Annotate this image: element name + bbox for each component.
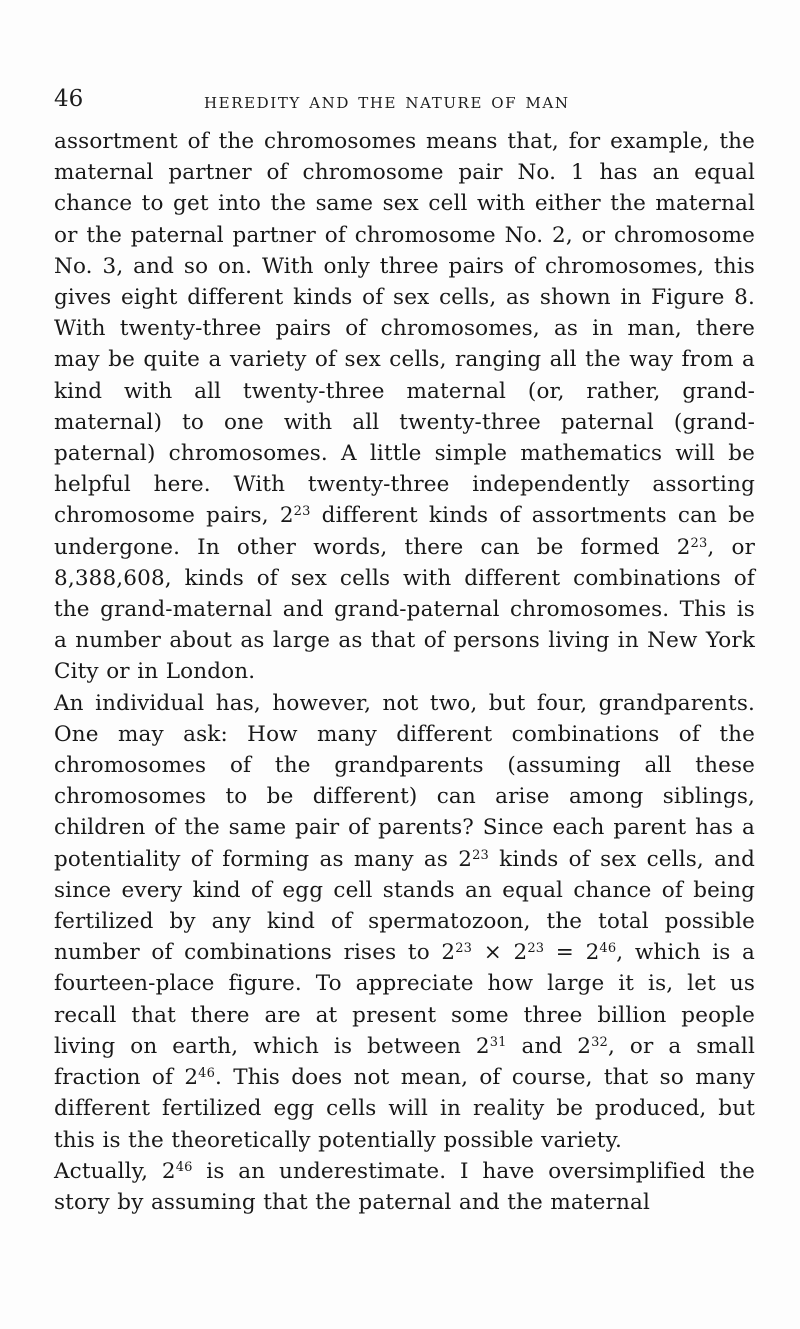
superscript-exponent: 31 [489,1034,507,1050]
text-run: An individual has, however, not two, but four, grandparents. One may ask: How many different combinations of the chromosomes of the grandparents (assuming all these chromosomes to be different) can arise among siblings, children of the same pair of parents? Since each parent has a potentiality of forming as many as 2 [54,690,755,872]
text-run: is an underestimate. I have oversimplified the story by assuming that the paternal and the maternal [54,1158,755,1215]
text-run: , or a small fraction of 2 [54,1033,755,1091]
superscript-exponent: 46 [175,1159,193,1175]
text-run: kinds of sex cells, and since every kind of egg cell stands an equal chance of being fertilized by any kind of spermatozoon, the total possible number of combinations rises to 2 [54,846,755,966]
text-run: Actually, 2 [54,1158,176,1184]
superscript-exponent: 23 [455,941,473,957]
text-run: . This does not mean, of course, that so many different fertilized egg cells will in reality be produced, but this is the theoretically potentially possible variety. [54,1065,755,1153]
superscript-exponent: 23 [690,535,708,551]
text-run: and 2 [506,1033,592,1059]
text-run: = 2 [544,940,600,966]
superscript-exponent: 23 [527,941,545,957]
superscript-exponent: 46 [599,941,617,957]
body-text [54,126,755,1218]
text-run: different kinds of assortments can be undergone. In other words, there can be formed 2 [54,503,755,560]
text-run: assortment of the chromosomes means that, for example, the maternal partner of chromosome pair No. 1 has an equal chance to get into the same sex cell with either the maternal or the paternal partner of chromosome No. 2, or chromosome No. 3, and so on. With only three pairs of chromosomes, this gives eight different kinds of sex cells, as shown in Figure 8. With twenty-three pairs of chromosomes, as in man, there may be quite a variety of sex cells, ranging all the way from a kind with all twenty-three maternal (or, rather, grand-maternal) to one with all twenty-three paternal (grand-paternal) chromosomes. A little simple mathematics will be helpful here. With twenty-three independently assorting chromosome pairs, 2 [54,129,755,529]
superscript-exponent: 23 [472,847,489,863]
page-number: 46 [54,86,84,112]
paragraph-2 [54,688,755,1156]
text-run: , which is a fourteen-place figure. To appreciate how large it is, let us recall that there are at present some three billion people living on earth, which is between 2 [54,940,756,1059]
superscript-exponent: 46 [198,1065,216,1081]
paragraph-1 [54,126,755,688]
text-run: × 2 [472,940,528,966]
running-head: heredity and the nature of man [204,89,570,113]
superscript-exponent: 23 [293,504,311,520]
text-run: , or 8,388,608, kinds of sex cells with different combinations of the grand-maternal and grand-paternal chromosomes. This is a number about as large as that of persons living in New York City or in London. [54,534,755,685]
paragraph-3 [54,1156,755,1218]
page-header [54,86,754,116]
superscript-exponent: 32 [591,1034,608,1050]
